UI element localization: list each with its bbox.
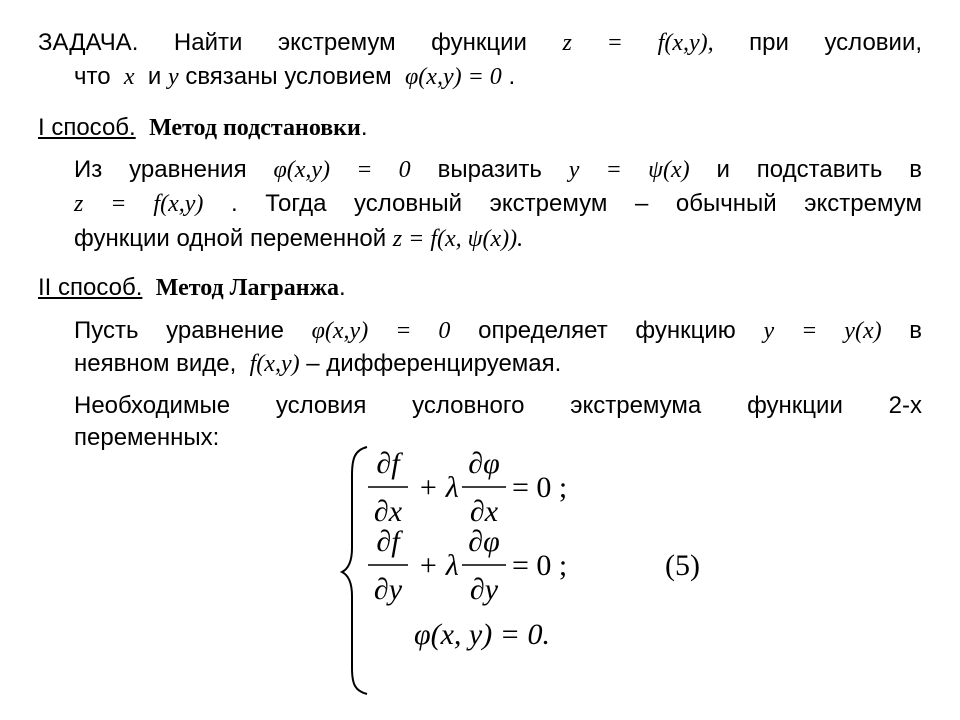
eq1-num1: ∂f [376, 447, 400, 480]
system-brace [342, 447, 367, 694]
eq2-num2: ∂φ [468, 525, 500, 558]
method1-line-3: функции одной переменной z = f(x, ψ(x)). [74, 225, 524, 252]
method2-heading: II способ. Метод Лагранжа. [38, 274, 346, 301]
method2-label: II способ. [38, 274, 143, 301]
eq2-rhs: = 0 ; [512, 549, 568, 582]
method2-line-1: Пусть уравнение φ(x,y) = 0 определяет функцию y = y(x) в [74, 317, 923, 344]
method1-label: I способ. [38, 114, 136, 141]
method2-line-4: переменных: [74, 424, 220, 451]
task-line-1 [38, 28, 922, 58]
equation-number: (5) [665, 549, 700, 582]
method2-line-2: неявном виде, f(x,y) – дифференцируемая. [74, 350, 562, 377]
method2-line-3: Необходимые условия условного экстремума функции 2-х [74, 392, 922, 419]
method2-title: Метод Лагранжа [155, 275, 340, 301]
task-condition: при условии, [749, 29, 923, 56]
eq1-rhs: = 0 ; [512, 471, 568, 504]
eq2-num1: ∂f [376, 525, 400, 558]
eq2-den2: ∂y [469, 573, 499, 606]
method1-title: Метод подстановки [149, 115, 361, 141]
task-label: ЗАДАЧА. [38, 29, 139, 56]
method1-line-2: z = f(x,y) . Тогда условный экстремум – обычный экстремум [74, 190, 922, 217]
method1-line-1: Из уравнения φ(x,y) = 0 выразить y = ψ(x) и подставить в [74, 156, 922, 183]
eq3-constraint: φ(x, y) = 0. [414, 618, 550, 651]
task-line-2: что x и y связаны условием φ(x,y) = 0 . [74, 63, 516, 90]
task-text: Найти экстремум функции [173, 29, 527, 56]
eq1-den1: ∂x [373, 495, 403, 528]
eq2-plus-lambda: + λ [418, 549, 459, 582]
eq1-num2: ∂φ [468, 447, 500, 480]
eq2-den1: ∂y [373, 573, 403, 606]
task-function: z = f(x,y), [562, 30, 714, 56]
eq1-den2: ∂x [469, 495, 499, 528]
method1-heading: I способ. Метод подстановки. [38, 114, 368, 141]
constraint-formula: φ(x,y) = 0 [405, 64, 502, 90]
eq1-plus-lambda: + λ [418, 471, 459, 504]
